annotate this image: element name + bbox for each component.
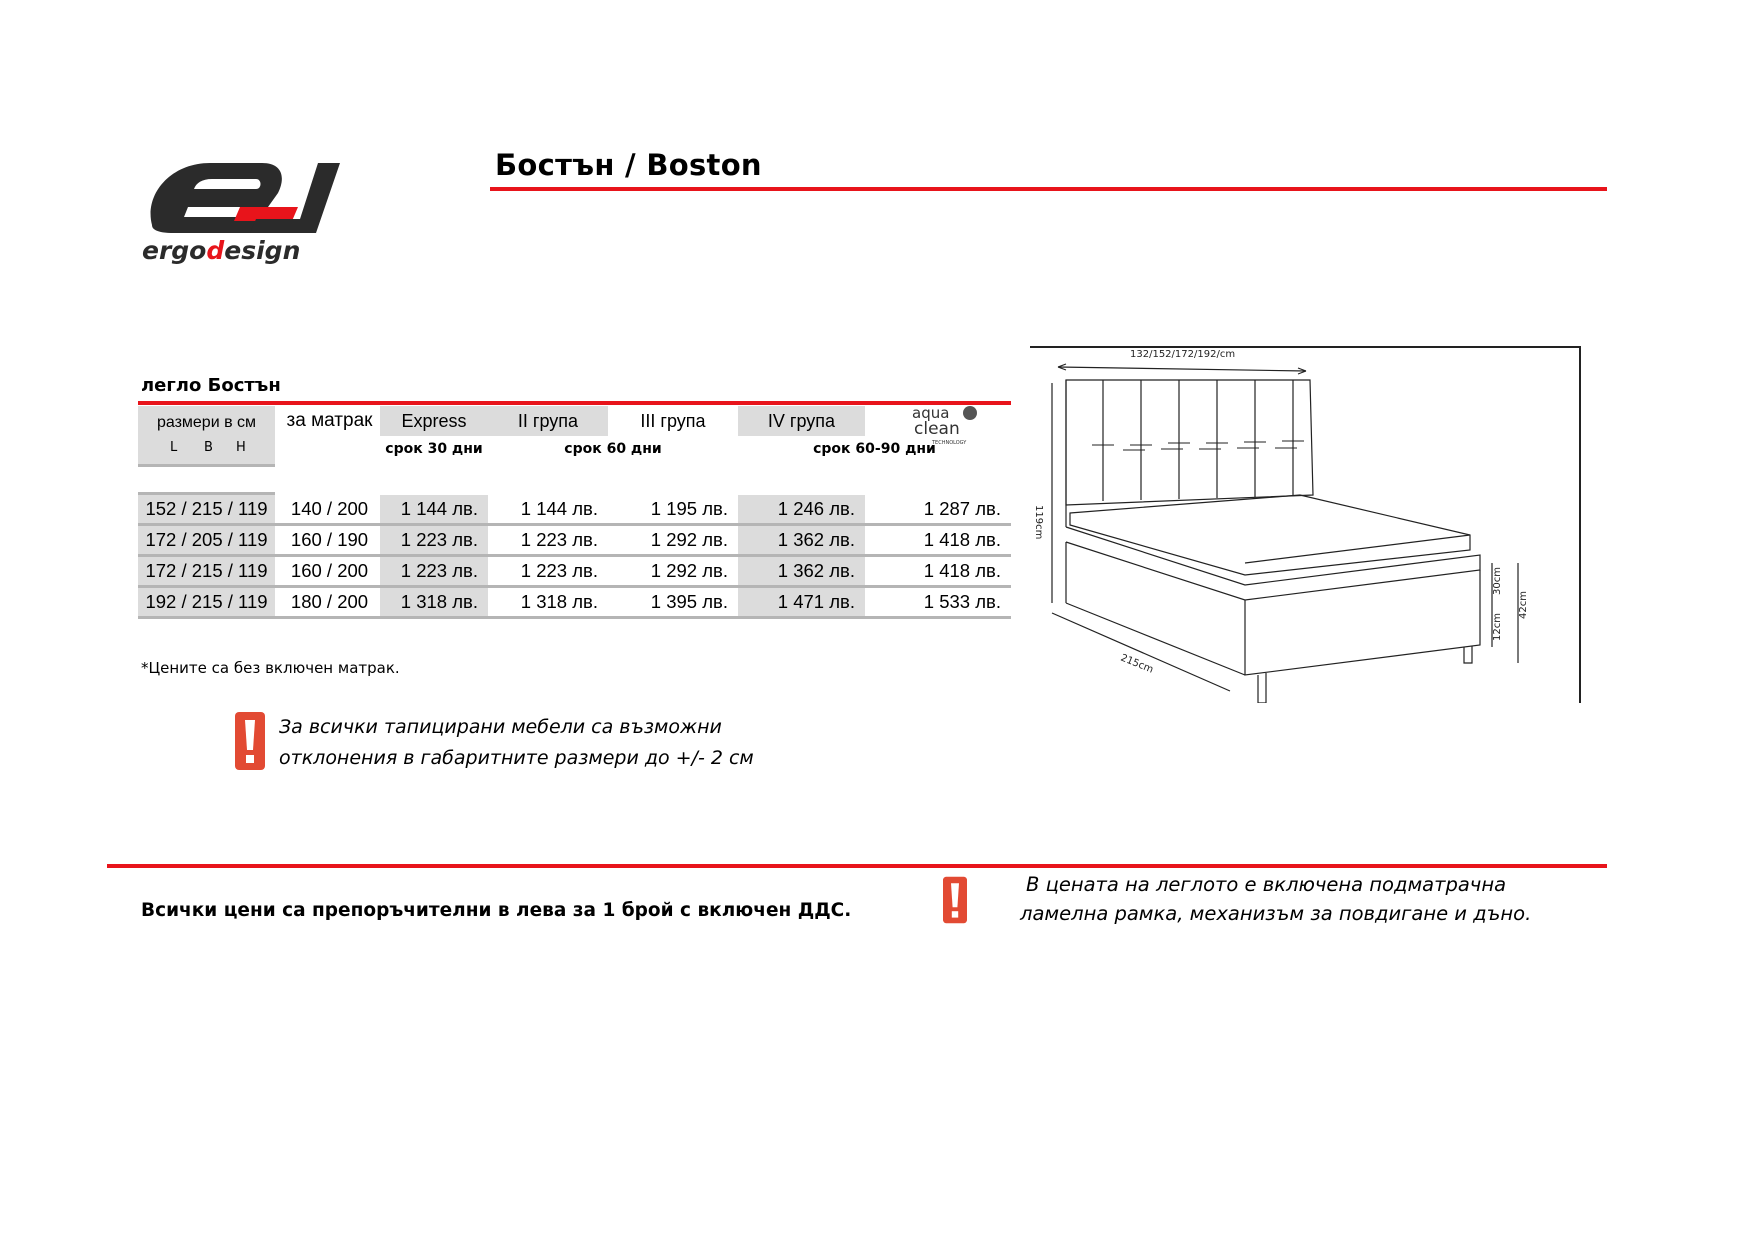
cell-express: 1 223 лв. (380, 557, 488, 585)
cell-express: 1 318 лв. (380, 588, 488, 616)
price-note: *Цените са без включен матрак. (141, 659, 400, 677)
dim-frame: 30cm (1492, 567, 1503, 595)
cell-aqua: 1 418 лв. (923, 560, 1001, 581)
cell-express: 1 144 лв. (380, 495, 488, 523)
term-60: срок 60 дни (564, 441, 662, 457)
term-30: срок 30 дни (385, 441, 483, 457)
header-b: B (204, 440, 213, 455)
cell-group3: 1 195 лв. (650, 498, 728, 519)
page-title: Бостън / Boston (495, 148, 762, 182)
warning-line-1: За всички тапицирани мебели са възможни (279, 716, 722, 738)
header-l: L (170, 440, 178, 455)
footer-note-line-1: В цената на леглото е включена подматрачна (1026, 873, 1507, 896)
aqua-logo-line3: TECHNOLOGY (932, 440, 967, 446)
dim-width: 132/152/172/192/cm (1130, 349, 1236, 360)
row-separator (138, 616, 1011, 619)
cell-mattress: 140 / 200 (290, 498, 369, 519)
term-60-90: срок 60-90 дни (813, 441, 936, 457)
cell-group4: 1 471 лв. (738, 588, 865, 616)
header-sep (138, 464, 275, 467)
dim-height: 119cm (1033, 505, 1044, 540)
cell-group4: 1 362 лв. (738, 557, 865, 585)
header-h: H (236, 440, 246, 455)
title-underline (490, 187, 1607, 191)
cell-group4: 1 246 лв. (738, 495, 865, 523)
footer-warning-icon (943, 872, 967, 928)
header-group2: II група (488, 406, 608, 436)
ergodesign-logo (140, 155, 350, 270)
footer-note (1020, 870, 1531, 928)
row-separator-top (138, 492, 275, 495)
dim-leg: 12cm (1492, 613, 1503, 641)
warning-text (279, 712, 754, 774)
cell-group3: 1 292 лв. (650, 560, 728, 581)
warning-icon (235, 712, 265, 770)
cell-group4: 1 362 лв. (738, 526, 865, 554)
cell-size: 152 / 215 / 119 (138, 495, 275, 523)
header-mattress: за матрак (286, 410, 373, 431)
header-express: Express (380, 406, 488, 436)
aqua-logo-line1: aqua (912, 404, 950, 422)
cell-express: 1 223 лв. (380, 526, 488, 554)
warning-line-2: отклонения в габаритните размери до +/- 2 см (279, 747, 754, 769)
cell-group2: 1 318 лв. (520, 591, 598, 612)
footer-line (107, 864, 1607, 868)
dim-total: 42cm (1518, 591, 1529, 619)
cell-group3: 1 395 лв. (650, 591, 728, 612)
cell-aqua: 1 287 лв. (923, 498, 1001, 519)
table-top-line (138, 401, 1011, 405)
cell-size: 172 / 215 / 119 (138, 557, 275, 585)
cell-group2: 1 223 лв. (520, 529, 598, 550)
header-group4: IV група (738, 406, 865, 436)
svg-text:ergodesign: ergodesign (142, 236, 301, 265)
cell-mattress: 160 / 190 (290, 529, 369, 550)
cell-mattress: 180 / 200 (290, 591, 369, 612)
cell-aqua: 1 418 лв. (923, 529, 1001, 550)
cell-group3: 1 292 лв. (650, 529, 728, 550)
footer-text: Всички цени са препоръчителни в лева за 1 брой с включен ДДС. (141, 900, 852, 921)
dim-length: 215cm (1118, 652, 1155, 676)
footer-note-line-2: ламелна рамка, механизъм за повдигане и дъно. (1020, 902, 1532, 925)
cell-group2: 1 223 лв. (520, 560, 598, 581)
cell-mattress: 160 / 200 (290, 560, 369, 581)
aqua-clean-logo (910, 404, 985, 446)
aqua-logo-line2: clean (914, 419, 960, 439)
header-group3: III група (640, 410, 706, 431)
bed-drawing (1030, 345, 1585, 703)
cell-size: 172 / 205 / 119 (138, 526, 275, 554)
header-sizes-label: размери в см (156, 414, 257, 431)
cell-size: 192 / 215 / 119 (138, 588, 275, 616)
header-sizes (138, 406, 275, 464)
cell-group2: 1 144 лв. (520, 498, 598, 519)
cell-aqua: 1 533 лв. (923, 591, 1001, 612)
product-label: легло Бостън (141, 375, 281, 396)
